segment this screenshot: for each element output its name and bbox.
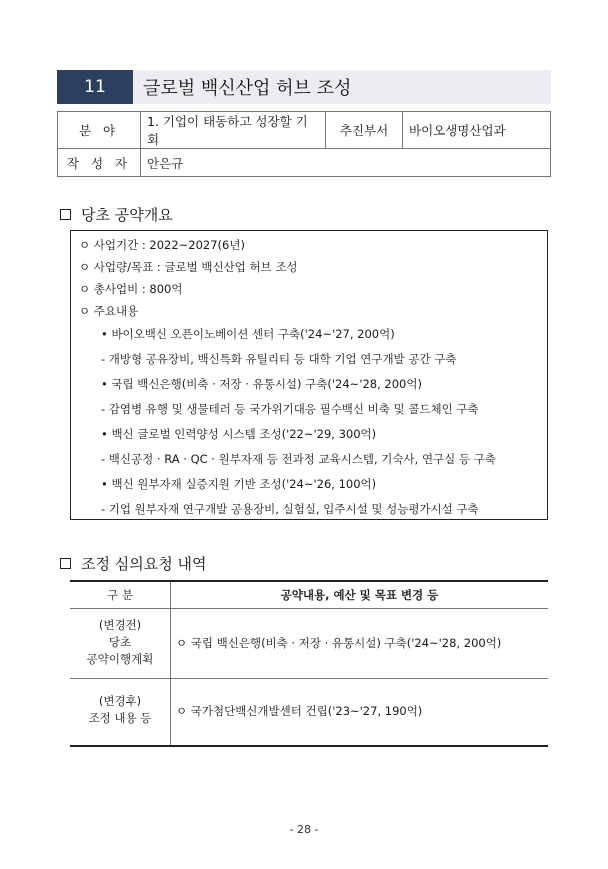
list-item: ㅇ 사업량/목표 : 글로벌 백신산업 허브 조성 xyxy=(79,260,298,274)
before-sub: 당초 xyxy=(108,635,132,649)
list-item: - 백신공정 · RA · QC · 원부자재 등 전과정 교육시스템, 기숙사, 연구실 등 구축 xyxy=(101,452,496,466)
table-column-divider xyxy=(170,582,171,745)
list-item: • 바이오백신 오픈이노베이션 센터 구축('24~'27, 200억) xyxy=(101,327,395,341)
list-item: ㅇ 총사업비 : 800억 xyxy=(79,282,183,296)
list-item: - 기업 원부자재 연구개발 공용장비, 실험실, 입주시설 및 성능평가시설 구축 xyxy=(101,502,479,516)
row-after-content: ㅇ 국가첨단백신개발센터 건립('23~'27, 190억) xyxy=(176,704,423,718)
column-header-content: 공약내용, 예산 및 목표 변경 등 xyxy=(280,588,439,602)
before-plan: 공약이행계획 xyxy=(86,652,154,666)
square-bullet-icon xyxy=(60,209,71,220)
before-tag: (변경전) xyxy=(98,618,142,632)
author-label: 작 성 자 xyxy=(58,149,141,177)
table-bottom-border xyxy=(70,745,548,747)
column-header-category: 구 분 xyxy=(107,588,133,602)
list-item: • 국립 백신은행(비축 · 저장 · 유통시설) 구축('24~'28, 200억) xyxy=(101,377,422,391)
page-number: - 28 - xyxy=(289,823,319,836)
overview-heading-text: 당초 공약개요 xyxy=(81,206,173,224)
dept-value: 바이오생명산업과 xyxy=(403,112,551,149)
row-before-content: ㅇ 국립 백신은행(비축 · 저장 · 유통시설) 구축('24~'28, 200억) xyxy=(176,636,502,650)
overview-box xyxy=(70,230,548,520)
table-header-divider xyxy=(70,608,548,609)
list-item: ㅇ 주요내용 xyxy=(79,304,139,318)
dept-label: 추진부서 xyxy=(326,112,403,149)
field-value: 1. 기업이 태동하고 성장할 기회 xyxy=(141,112,326,149)
overview-heading xyxy=(60,204,173,225)
row-before-label xyxy=(70,617,170,668)
square-bullet-icon xyxy=(60,558,71,569)
review-heading xyxy=(60,553,206,574)
pledge-title: 글로벌 백신산업 허브 조성 xyxy=(143,78,352,99)
list-item: - 개방형 공유장비, 백신특화 유틸리티 등 대학 기업 연구개발 공간 구축 xyxy=(101,352,457,366)
review-heading-text: 조정 심의요청 내역 xyxy=(81,555,207,573)
table-top-border xyxy=(70,580,548,582)
after-tag: (변경후) xyxy=(98,694,142,708)
field-label: 분 야 xyxy=(58,112,141,149)
table-row-divider xyxy=(70,678,548,679)
list-item: • 백신 원부자재 실증지원 기반 조성('24~'26, 100억) xyxy=(101,477,377,491)
list-item: - 감염병 유행 및 생물테러 등 국가위기대응 필수백신 비축 및 콜드체인 구축 xyxy=(101,402,479,416)
after-sub: 조정 내용 등 xyxy=(88,711,152,725)
row-after-label xyxy=(70,693,170,727)
pledge-number: 11 xyxy=(57,70,133,104)
list-item: • 백신 글로벌 인력양성 시스템 조성('22~'29, 300억) xyxy=(101,427,377,441)
info-table xyxy=(57,111,551,177)
list-item: ㅇ 사업기간 : 2022~2027(6년) xyxy=(79,238,245,252)
author-value: 안은규 xyxy=(141,149,551,177)
